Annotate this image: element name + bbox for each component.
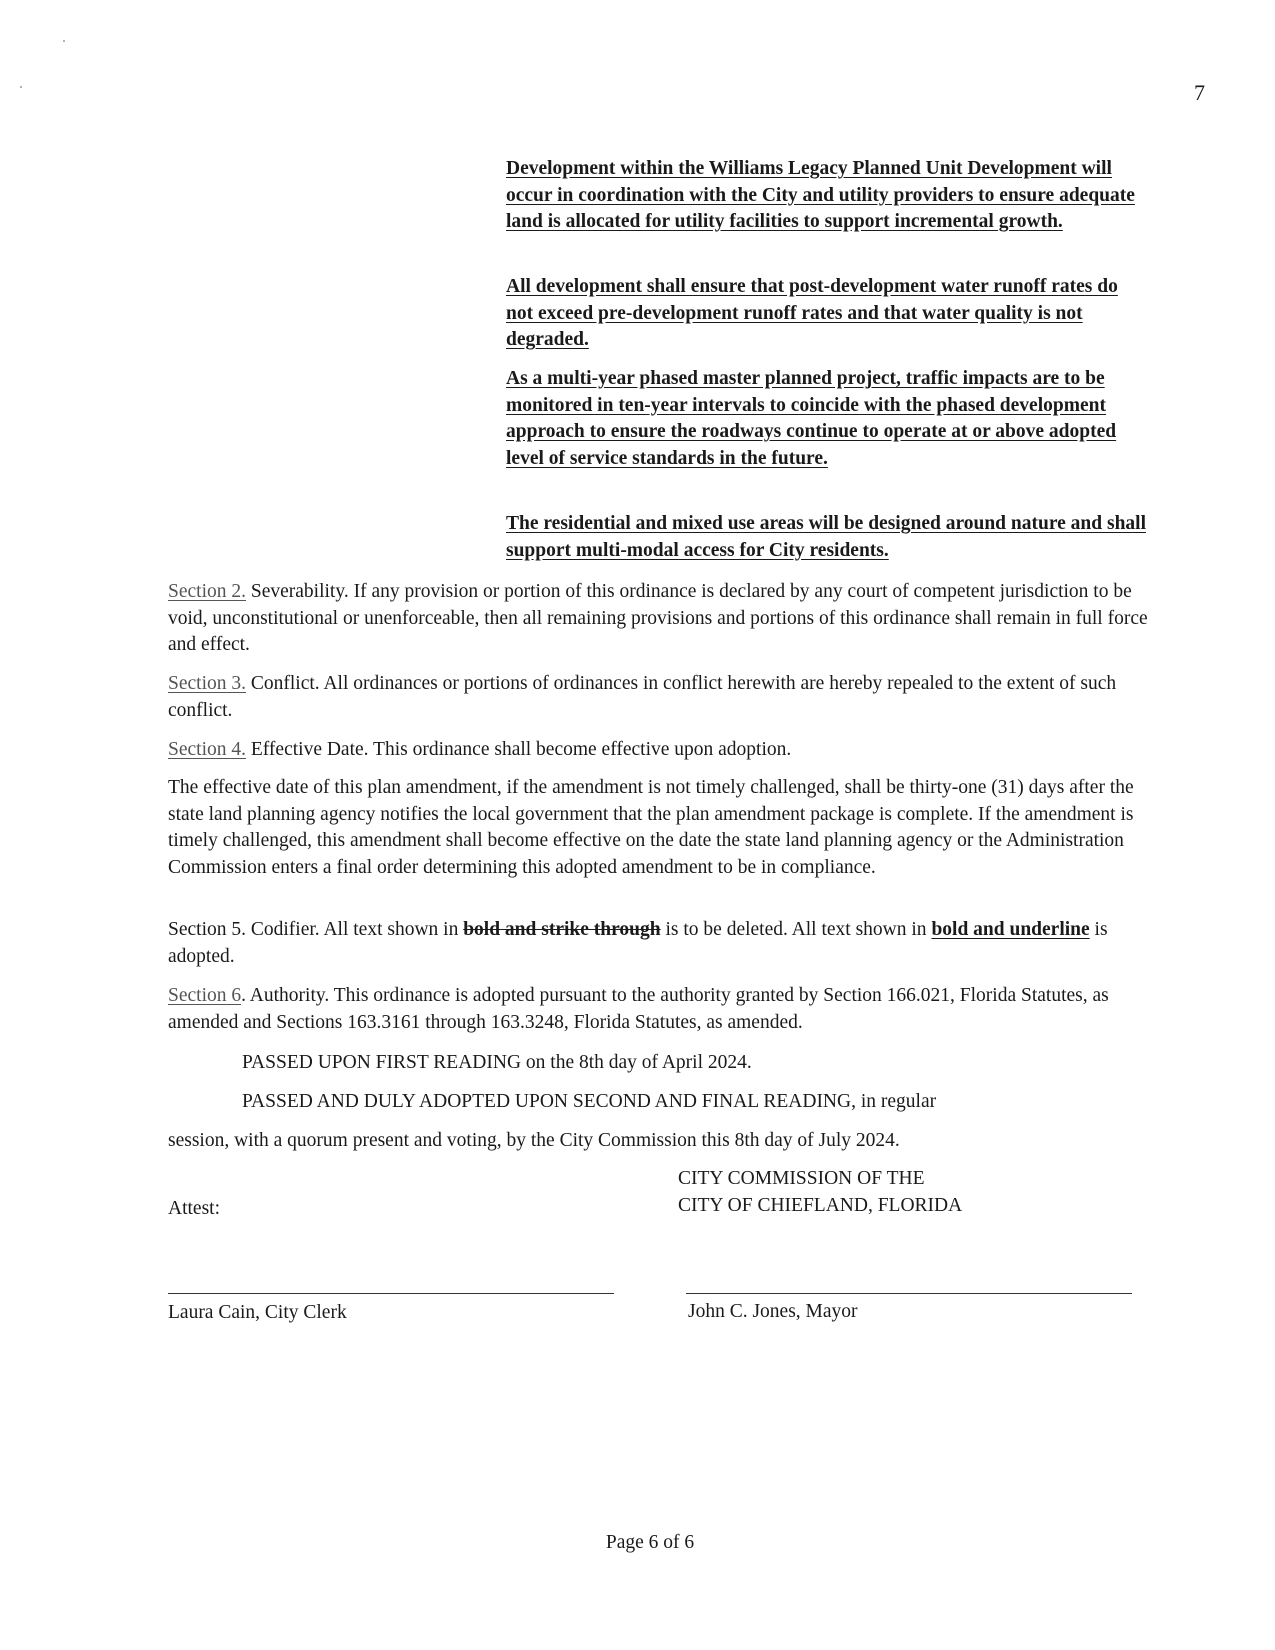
section-5-paragraph bbox=[168, 917, 1158, 970]
clerk-name: Laura Cain, City Clerk bbox=[168, 1302, 347, 1323]
amendment-paragraph-3: As a multi-year phased master planned project, traffic impacts are to be monitored in ten-year intervals to coincide with the phased development approach to ensure the roadways continue to operate at or above adopted level of service standards in the future. bbox=[506, 368, 1117, 469]
strike-through-sample: bold and strike through bbox=[463, 919, 661, 940]
commission-line-2: CITY OF CHIEFLAND, FLORIDA bbox=[678, 1195, 963, 1216]
page-number: 7 bbox=[1194, 80, 1205, 105]
section-2-text: Severability. If any provision or portion of this ordinance is declared by any court of competent jurisdiction to be void, unconstitutional or unenforceable, then all remaining provisions and portions of this ordinance shall remain in full force and effect. bbox=[168, 581, 1148, 655]
effective-date-paragraph: The effective date of this plan amendment, if the amendment is not timely challenged, shall be thirty-one (31) days after the state land planning agency notifies the local government that the plan amendment package is complete. If the amendment is timely challenged, this amendment shall become effective on the date the state land planning agency or the Administration Commission enters a final order determining this adopted amendment to be in compliance. bbox=[168, 777, 1134, 878]
mayor-signature-line bbox=[686, 1293, 1132, 1294]
section-2-paragraph bbox=[168, 579, 1158, 659]
attest-label: Attest: bbox=[168, 1198, 220, 1219]
section-5-text-mid: is to be deleted. All text shown in bbox=[660, 919, 932, 940]
section-6-label: Section 6 bbox=[168, 985, 242, 1006]
amendment-paragraph-1: Development within the Williams Legacy Planned Unit Development will occur in coordination with the City and utility providers to ensure adequate land is allocated for utility facilities to support incremental growth. bbox=[506, 158, 1135, 232]
bold-underline-sample: bold and underline bbox=[931, 919, 1090, 940]
section-3-paragraph bbox=[168, 671, 1158, 724]
scan-speck bbox=[20, 86, 22, 88]
scan-speck bbox=[63, 40, 65, 42]
clerk-signature-line bbox=[168, 1293, 614, 1294]
commission-line-1: CITY COMMISSION OF THE bbox=[678, 1168, 925, 1189]
section-4-paragraph bbox=[168, 737, 1158, 764]
amendment-paragraph-4: The residential and mixed use areas will be designed around nature and shall support multi-modal access for City residents. bbox=[506, 513, 1147, 561]
amendment-paragraph-2: All development shall ensure that post-development water runoff rates do not exceed pre-development runoff rates and that water quality is not degraded. bbox=[506, 276, 1118, 350]
section-2-label: Section 2. bbox=[168, 581, 246, 602]
section-6-text: . Authority. This ordinance is adopted pursuant to the authority granted by Section 166.021, Florida Statutes, as amended and Sections 163.3161 through 163.3248, Florida Statutes, as amended. bbox=[168, 985, 1109, 1033]
section-4-label: Section 4. bbox=[168, 739, 246, 760]
section-4-text: Effective Date. This ordinance shall become effective upon adoption. bbox=[246, 739, 792, 760]
page-footer: Page 6 of 6 bbox=[605, 1532, 695, 1553]
session-line: session, with a quorum present and voting, by the City Commission this 8th day of July 2024. bbox=[168, 1130, 900, 1151]
section-3-text: Conflict. All ordinances or portions of ordinances in conflict herewith are hereby repealed to the extent of such conflict. bbox=[168, 673, 1117, 721]
section-5-text-pre: Section 5. Codifier. All text shown in bbox=[168, 919, 464, 940]
section-3-label: Section 3. bbox=[168, 673, 246, 694]
section-6-paragraph bbox=[168, 983, 1158, 1036]
second-reading: PASSED AND DULY ADOPTED UPON SECOND AND FINAL READING, in regular bbox=[242, 1091, 937, 1112]
section-5-text-post: is adopted. bbox=[168, 919, 1108, 967]
first-reading: PASSED UPON FIRST READING on the 8th day of April 2024. bbox=[242, 1052, 752, 1073]
mayor-name: John C. Jones, Mayor bbox=[688, 1301, 858, 1322]
